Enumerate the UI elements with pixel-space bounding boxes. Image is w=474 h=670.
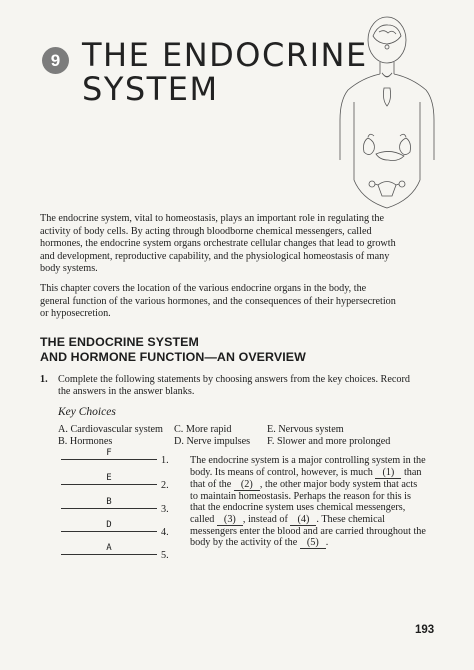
fill-in-passage [190, 455, 426, 549]
passage-text-6: . [325, 537, 329, 549]
answer-value-5: A [106, 543, 112, 553]
choice-c: C. More rapid [174, 424, 232, 435]
chapter-title-line-1: THE ENDOCRINE [82, 36, 368, 74]
passage-text-5: . These chemical messengers enter the blood and are carried throughout the body by the activity of the [190, 513, 426, 549]
answer-value-4: D [106, 520, 112, 530]
passage-text-1: The endocrine system is a major controlling system in the body. Its means of control, however, is much [190, 455, 426, 478]
answer-number-2: 2. [161, 480, 169, 491]
answer-value-2: E [106, 473, 112, 483]
answer-blank-2[interactable] [61, 470, 157, 485]
answer-number-1: 1. [161, 455, 169, 466]
passage-text-2: than that of the [190, 466, 422, 490]
answer-value-3: B [106, 497, 112, 507]
key-choices-title: Key Choices [58, 406, 116, 418]
passage-blank-3: (3) [217, 515, 243, 526]
choice-f: F. Slower and more prolonged [267, 436, 391, 447]
page-number: 193 [415, 624, 435, 636]
answer-number-5: 5. [161, 550, 169, 561]
answer-blank-5[interactable] [61, 540, 157, 555]
chapter-title-line-2: SYSTEM [82, 70, 219, 108]
choice-d: D. Nerve impulses [174, 436, 251, 447]
exercise-instructions: Complete the following statements by choosing answers from the key choices. Record the answers in the answer blanks. [58, 374, 410, 398]
passage-blank-1: (1) [375, 468, 401, 479]
answer-value-1: F [106, 448, 112, 458]
section-heading-line-2: AND HORMONE FUNCTION—AN OVERVIEW [40, 350, 306, 364]
answer-blank-3[interactable] [61, 494, 157, 509]
passage-text-4: , instead of [242, 513, 291, 525]
chapter-introduction [40, 213, 396, 328]
choice-e: E. Nervous system [267, 424, 344, 435]
passage-blank-2: (2) [234, 480, 260, 491]
chapter-number-badge: 9 [42, 47, 69, 74]
exercise-number: 1. [40, 374, 48, 385]
choice-a: A. Cardiovascular system [58, 424, 163, 435]
answer-number-3: 3. [161, 504, 169, 515]
intro-paragraph-2: This chapter covers the location of the various endocrine organs in the body, the general function of the various hormones, and the consequences of their hypersecretion or hyposecretion. [40, 282, 396, 320]
answer-blank-4[interactable] [61, 517, 157, 532]
passage-blank-4: (4) [290, 515, 316, 526]
endocrine-body-illustration [332, 10, 462, 215]
intro-paragraph-1: The endocrine system, vital to homeostasis, plays an important role in regulating the activity of body cells. By acting through bloodborne chemical messengers, called hormones, the endocrine system organs orchestrate cellular changes that lead to growth and development, reproductive capability, and the physiological homeostasis of many body systems. [40, 213, 396, 275]
answer-number-4: 4. [161, 527, 169, 538]
section-heading-line-1: THE ENDOCRINE SYSTEM [40, 335, 199, 349]
section-heading [40, 335, 306, 365]
passage-blank-5: (5) [300, 538, 326, 549]
answer-blank-1[interactable] [61, 445, 157, 460]
passage-text-3: , the other major body system that acts to maintain homeostasis. Perhaps the reason for this is that the endocrine system uses chemical messengers, called [190, 478, 418, 525]
chapter-title [82, 38, 368, 106]
choice-b: B. Hormones [58, 436, 113, 447]
